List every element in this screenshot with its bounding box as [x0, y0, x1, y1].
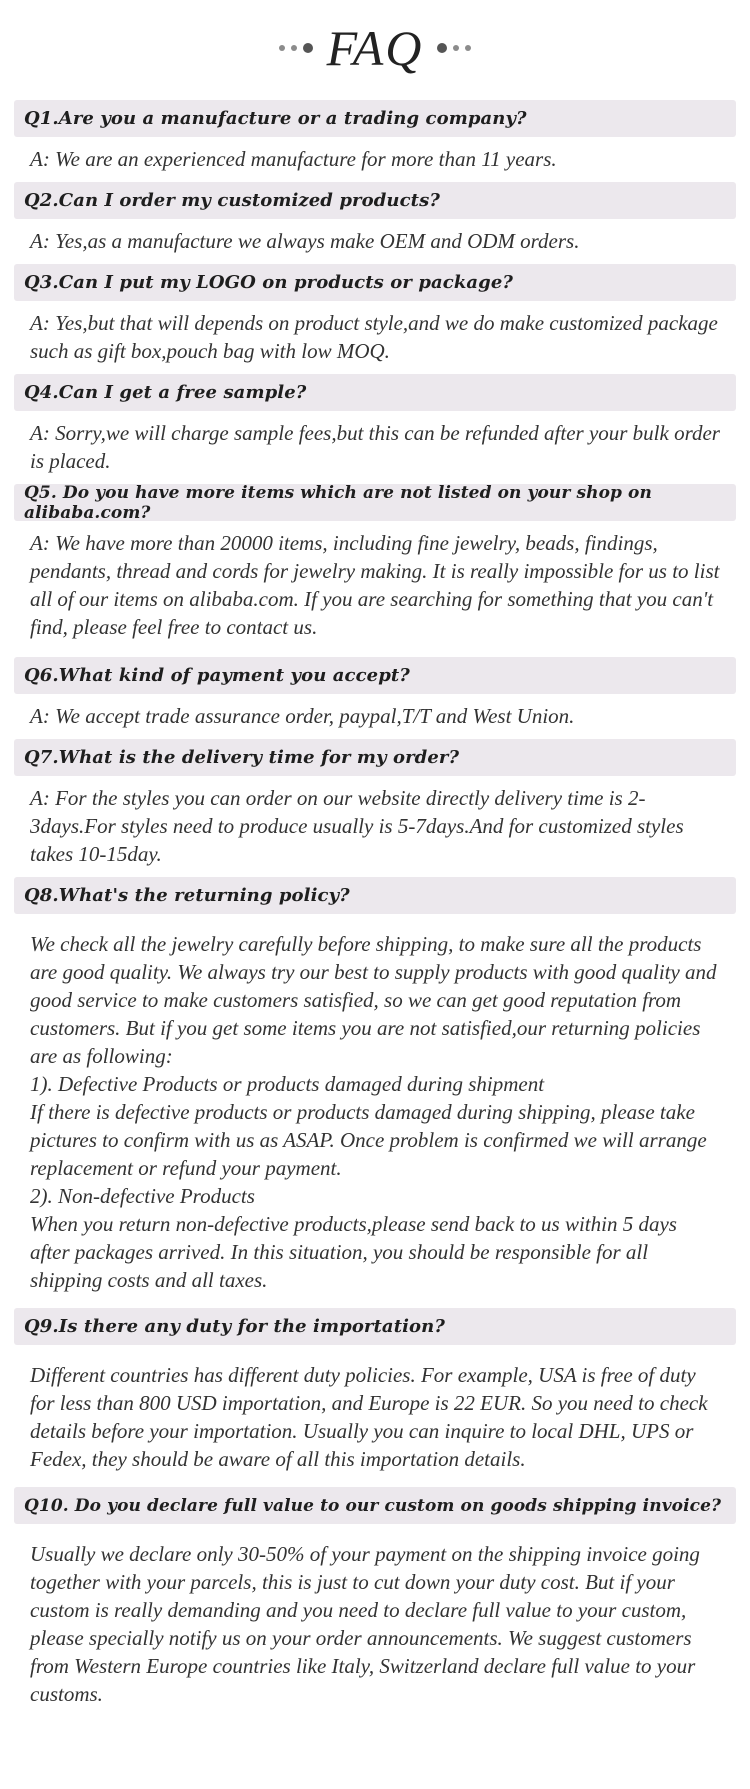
faq-answer: We check all the jewelry carefully before shipping, to make sure all the products are good quality. We always try our best to supply products with good quality and good service to make customers satisfied, so we can get good reputation from customers. But if you get some items you are not satisfied,our returning policies are as following: 1). Defective Products or products damaged during shipment If there is defective products or products damaged during shipping, please take pictures to confirm with us as ASAP. Once problem is confirmed we will arrange replacement or refund your payment. 2). Non-defective Products When you return non-defective products,please send back to us within 5 days after packages arrived. In this situation, you should be responsible for all shipping costs and all taxes. [30, 932, 717, 1292]
faq-list [0, 100, 750, 1722]
faq-answer: A: Yes,as a manufacture we always make OEM and ODM orders. [30, 229, 580, 253]
faq-question: Q4.Can I get a free sample? [14, 374, 736, 411]
dot-icon [465, 45, 471, 51]
faq-question: Q8.What's the returning policy? [14, 877, 736, 914]
faq-answer: A: We have more than 20000 items, including fine jewelry, beads, findings, pendants, thread and cords for jewelry making. It is really impossible for us to list all of our items on alibaba.com. If you are searching for something that you can't find, please feel free to contact us. [30, 531, 720, 639]
faq-answer: Usually we declare only 30-50% of your payment on the shipping invoice going together with your parcels, this is just to cut down your duty cost. But if your custom is really demanding and you need to declare full value to your custom, please specially notify us on your order announcements. We suggest customers from Western Europe countries like Italy, Switzerland declare full value to your customs. [30, 1542, 700, 1706]
faq-item-10 [14, 1487, 736, 1722]
faq-question: Q2.Can I order my customized products? [14, 182, 736, 219]
faq-item-9 [14, 1308, 736, 1487]
faq-question: Q10. Do you declare full value to our custom on goods shipping invoice? [14, 1487, 736, 1524]
left-dots-ornament [279, 43, 313, 53]
faq-answer: A: For the styles you can order on our website directly delivery time is 2-3days.For styles need to produce usually is 5-7days.And for customized styles takes 10-15day. [30, 786, 684, 866]
faq-item-4 [14, 374, 736, 484]
dot-icon [453, 45, 459, 51]
dot-icon [291, 45, 297, 51]
faq-item-6 [14, 657, 736, 739]
faq-header [0, 0, 750, 100]
page-title: FAQ [326, 20, 424, 76]
faq-question: Q5. Do you have more items which are not listed on your shop on alibaba.com? [14, 484, 736, 521]
faq-item-8 [14, 877, 736, 1308]
faq-item-7 [14, 739, 736, 877]
faq-question: Q1.Are you a manufacture or a trading company? [14, 100, 736, 137]
title-wrap [0, 18, 750, 78]
dot-icon [303, 43, 313, 53]
dot-icon [279, 45, 285, 51]
dot-icon [437, 43, 447, 53]
faq-answer: A: We are an experienced manufacture for more than 11 years. [30, 147, 557, 171]
faq-item-3 [14, 264, 736, 374]
faq-item-5 [14, 484, 736, 657]
faq-answer: Different countries has different duty policies. For example, USA is free of duty for less than 800 USD importation, and Europe is 22 EUR. So you need to check details before your importation. Usually you can inquire to local DHL, UPS or Fedex, they should be aware of all this importation details. [30, 1363, 708, 1471]
faq-answer: A: We accept trade assurance order, paypal,T/T and West Union. [30, 704, 575, 728]
faq-question: Q9.Is there any duty for the importation? [14, 1308, 736, 1345]
faq-question: Q3.Can I put my LOGO on products or package? [14, 264, 736, 301]
faq-answer: A: Yes,but that will depends on product style,and we do make customized package such as gift box,pouch bag with low MOQ. [30, 311, 718, 363]
faq-answer: A: Sorry,we will charge sample fees,but this can be refunded after your bulk order is placed. [30, 421, 720, 473]
faq-item-1 [14, 100, 736, 182]
faq-item-2 [14, 182, 736, 264]
faq-question: Q6.What kind of payment you accept? [14, 657, 736, 694]
faq-question: Q7.What is the delivery time for my order? [14, 739, 736, 776]
right-dots-ornament [437, 43, 471, 53]
